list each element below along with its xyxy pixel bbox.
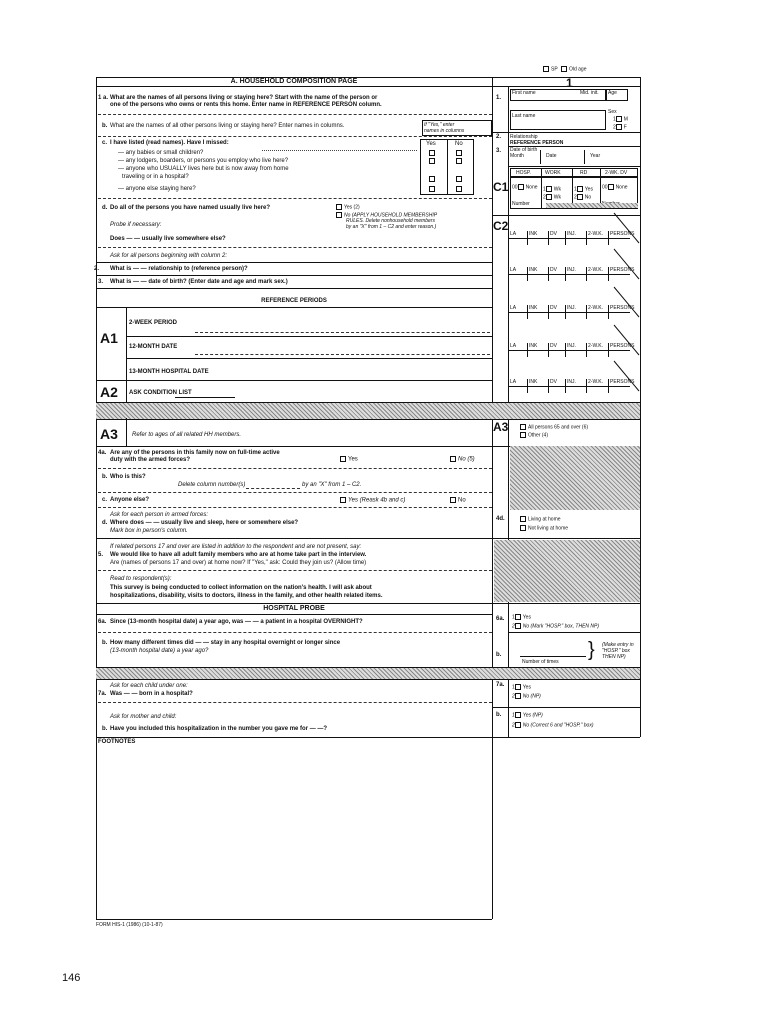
condition-header-cell: LA — [510, 267, 517, 273]
read-label: Read to respondent(s): — [110, 576, 172, 582]
c1-hosp-none[interactable]: 00 None — [512, 184, 538, 191]
condition-header-cell: PERSONS — [610, 267, 635, 273]
q1d-text: Do all of the persons you have named usually live here? — [110, 205, 271, 211]
q1c-yes-1-checkbox[interactable] — [429, 150, 435, 156]
condition-header-cell: PERSONS — [610, 379, 635, 385]
dob-label: Date of birth — [510, 147, 538, 153]
q4d-opt2-checkbox[interactable] — [520, 525, 526, 531]
a3-opt1[interactable]: All persons 65 and over (6) — [520, 424, 588, 430]
q1c-grid-divider — [447, 139, 448, 195]
condition-header-cell: 2-W.K. — [588, 379, 604, 385]
condition-header-cell: DV — [550, 343, 557, 349]
right-r3-line — [508, 166, 640, 167]
c1-rd-yes[interactable]: 1 Yes — [574, 186, 593, 193]
condition-header-cell: DV — [550, 231, 557, 237]
a1-bottom-line — [96, 380, 492, 381]
c1-rd-no[interactable]: 2 No — [574, 194, 592, 201]
footnote-right-border — [492, 737, 493, 919]
frame-right — [640, 77, 641, 737]
c1-hosp: HOSP. — [516, 170, 531, 176]
condition-header-cell: DV — [550, 267, 557, 273]
q1b-divider — [98, 136, 492, 137]
dob-divider-1 — [540, 150, 541, 164]
a1-13month-hospital: 13-MONTH HOSPITAL DATE — [129, 369, 209, 375]
q7a-yes[interactable]: 1 Yes — [512, 684, 531, 691]
q1d-probe: Probe if necessary: — [110, 222, 162, 228]
q1a-divider — [98, 114, 492, 115]
q4b-number: b. — [102, 474, 108, 480]
c1-col-1 — [541, 168, 542, 209]
q1a-text — [110, 95, 490, 109]
q7b-text: Have you included this hospitalization in the number you gave me for — —? — [110, 726, 328, 732]
c1-hosp-number: Number — [512, 201, 530, 207]
c1-work-1-checkbox[interactable] — [546, 186, 552, 192]
q7b-yes[interactable]: 1 Yes (NP) — [512, 712, 543, 719]
q5-divider — [98, 570, 492, 571]
dob-divider-2 — [584, 150, 585, 164]
q1b-note — [422, 120, 492, 136]
c1-2wk-dv: 2-WK. DV — [605, 170, 628, 176]
condition-header-cell: 2-W.K. — [588, 231, 604, 237]
q7b-no-checkbox[interactable] — [515, 722, 521, 728]
reference-person-label: REFERENCE PERSON — [510, 140, 564, 146]
condition-header-cell: LA — [510, 305, 517, 311]
q5-intro: If related persons 17 and over are listed in addition to the respondent and are not present, say: — [110, 544, 362, 550]
q7a-text: Was — — born in a hospital? — [110, 691, 193, 697]
q7a-divider — [98, 702, 492, 703]
q1c-divider — [98, 198, 492, 199]
q7b-ask: Ask for mother and child: — [110, 714, 177, 720]
q4a-no-checkbox[interactable] — [450, 456, 456, 462]
q7a-number: 7a. — [98, 691, 107, 697]
right-read-line — [492, 603, 640, 604]
mid-init-label: Mid. init. — [580, 90, 599, 96]
first-name-label: First name — [512, 90, 536, 96]
a3-opt2[interactable]: Other (4) — [520, 432, 548, 438]
q4a-no[interactable]: No (5) — [450, 456, 475, 464]
c1-work-2[interactable]: 2 Wk — [543, 194, 562, 201]
a2-text: ASK CONDITION LIST — [129, 390, 192, 396]
sex-f-checkbox[interactable] — [616, 124, 622, 130]
q1c-no-header: No — [455, 141, 463, 147]
sp-checkbox-group[interactable]: SP Old age — [543, 66, 587, 72]
brace-icon: } — [588, 639, 595, 661]
q4d-opt1-checkbox[interactable] — [520, 516, 526, 522]
right-q4d-line — [492, 538, 640, 539]
q1c-no-4-checkbox[interactable] — [456, 186, 462, 192]
c1-shade — [546, 203, 638, 208]
footnotes-area[interactable] — [98, 748, 490, 916]
q4b-column-field[interactable] — [246, 488, 300, 489]
c1-hosp-none-checkbox[interactable] — [518, 184, 524, 190]
q4d-number: d. — [102, 520, 108, 526]
condition-header-cell: PERSONS — [610, 305, 635, 311]
q1a-line1: What are the names of all persons living or staying here? Start with the name of the person or — [110, 95, 378, 101]
a2-divider — [126, 380, 127, 402]
c1-rd: RD — [580, 170, 588, 176]
q3-top-line — [96, 275, 492, 276]
q6a-yes[interactable]: 1 Yes — [512, 614, 531, 621]
condition-header-cell: INJ. — [567, 305, 576, 311]
q4a-yes[interactable]: Yes — [340, 456, 358, 464]
q4d-opt1[interactable]: Living at home — [520, 516, 561, 522]
sex-m-checkbox[interactable] — [616, 116, 622, 122]
q1c-no-3-checkbox[interactable] — [456, 176, 462, 182]
condition-header-cell: LA — [510, 379, 517, 385]
q4a-line2: duty with the armed forces? — [110, 457, 191, 463]
q6a-right-number: 6a. — [496, 616, 505, 622]
condition-header-cell: INJ. — [567, 379, 576, 385]
a3-text: Refer to ages of all related HH members. — [132, 432, 242, 438]
relationship-label: Relationship — [510, 134, 538, 140]
q1b-note-line1: If "Yes," enter — [424, 122, 455, 128]
right-shade-q5 — [494, 540, 640, 602]
slash-line — [614, 213, 639, 243]
q6b-right-number: b. — [496, 652, 502, 658]
page-title: A. HOUSEHOLD COMPOSITION PAGE — [230, 78, 358, 85]
q4b-note: Delete column number(s) — [178, 482, 246, 488]
q1c-yes-2-checkbox[interactable] — [429, 158, 435, 164]
q1c-yes-header: Yes — [426, 141, 436, 147]
q7a-right-number: 7a. — [496, 682, 505, 688]
a3-bottom-line — [96, 446, 492, 447]
sex-m[interactable]: 1 M — [613, 116, 628, 123]
read-line2: hospitalizations, disability, visits to doctors, illness in the family, and other health related items. — [110, 593, 383, 599]
read-bottom-line — [96, 603, 492, 604]
condition-row-slash — [610, 285, 640, 319]
condition-row-slash — [610, 359, 640, 393]
q2-number: 2. — [94, 266, 100, 272]
condition-header-cell: 2-W.K. — [588, 267, 604, 273]
q6a-divider — [98, 632, 492, 633]
number-of-times-label: Number of times — [522, 659, 559, 665]
condition-header-cell: INJ. — [567, 267, 576, 273]
footnotes-label: FOOTNOTES — [98, 739, 136, 745]
q7a-no-checkbox[interactable] — [515, 693, 521, 699]
q1d-no-line3: by an "X" from 1 – C2 and enter reason.) — [346, 224, 437, 231]
q4c-yes-checkbox[interactable] — [340, 497, 346, 503]
q4b-divider — [98, 492, 492, 493]
reference-periods-heading: REFERENCE PERIODS — [261, 298, 327, 304]
q3-bottom-line — [96, 288, 492, 289]
c1-work-1[interactable]: 1 Wk — [543, 186, 562, 193]
sp-checkbox[interactable] — [543, 66, 549, 72]
q1c-item-5: — anyone else staying here? — [118, 186, 196, 192]
q1c-no-2-checkbox[interactable] — [456, 158, 462, 164]
q4b-note2: by an "X" from 1 – C2. — [302, 482, 362, 488]
c1-label: C1 — [493, 180, 509, 194]
q6b-line1: How many different times did — — stay in any hospital overnight or longer since — [110, 640, 341, 646]
q1a-number: 1 a. — [98, 95, 109, 101]
read-line1: This survey is being conducted to collect information on the nation's health. I will ask about — [110, 585, 372, 591]
q1b-text: What are the names of all other persons living or staying here? Enter names in columns. — [110, 123, 345, 129]
c1-rd-no-checkbox[interactable] — [577, 194, 583, 200]
q1d-no-line2: RULES. Delete nonhousehold members — [346, 218, 435, 225]
q1c-item-2: — any lodgers, boarders, or persons you employ who live here? — [118, 158, 289, 164]
q1d-yes-option[interactable]: Yes (2) — [336, 204, 360, 210]
q1b-note-line2: names in columns — [424, 128, 465, 134]
q6a-yes-checkbox[interactable] — [515, 614, 521, 620]
q3-number: 3. — [98, 279, 104, 285]
q4a-text — [110, 450, 340, 464]
q1d-does: Does — — usually live somewhere else? — [110, 236, 226, 242]
q6a-number: 6a. — [98, 619, 107, 625]
q2-text: What is — — relationship to (reference person)? — [110, 266, 248, 272]
q4c-yes[interactable]: Yes (Reask 4b and c) — [340, 497, 405, 505]
number-of-times-field[interactable] — [520, 656, 586, 657]
a1-2week: 2-WEEK PERIOD — [129, 320, 178, 326]
a3-label: A3 — [100, 426, 118, 442]
title-underline — [96, 86, 640, 87]
frame-left — [94, 77, 100, 919]
q1b-number: b. — [102, 123, 108, 129]
q1d-no-option[interactable]: No (APPLY HOUSEHOLD MEMBERSHIP RULES. Delete nonhousehold members by an "X" from 1 – C2 and enter reason.) — [336, 212, 486, 230]
condition-row-slash — [610, 323, 640, 357]
c1-rd-yes-checkbox[interactable] — [577, 186, 583, 192]
q3-text: What is — — date of birth? (Enter date and age and mark sex.) — [110, 279, 288, 285]
r3-number: 3. — [496, 148, 502, 154]
hospital-probe-line — [96, 614, 492, 615]
hospital-probe-heading: HOSPITAL PROBE — [263, 605, 325, 612]
q7a-yes-checkbox[interactable] — [515, 684, 521, 690]
q6a-no-checkbox[interactable] — [515, 623, 521, 629]
condition-header-cell: INJ. — [567, 343, 576, 349]
condition-row[interactable] — [508, 379, 640, 405]
person-column-number: 1 — [566, 76, 573, 90]
q1c-number: c. — [102, 140, 108, 146]
q4c-no-checkbox[interactable] — [450, 497, 456, 503]
q1d-yes-checkbox[interactable] — [336, 204, 342, 210]
condition-header-cell: INK — [529, 343, 538, 349]
q6b-number: b. — [102, 640, 108, 646]
age-label: Age — [608, 90, 617, 96]
q4d-text: Where does — — usually live and sleep, here or somewhere else? — [110, 520, 299, 526]
q2-top-line — [96, 262, 492, 263]
q4a-line1: Are any of the persons in this family now on full-time active — [110, 450, 280, 456]
c2-label: C2 — [493, 219, 509, 233]
a3-opt1-checkbox[interactable] — [520, 424, 526, 430]
slash-line — [614, 249, 639, 279]
condition-header-cell: LA — [510, 343, 517, 349]
q1c-item-4: traveling or in a hospital? — [122, 174, 189, 180]
year-label: Year — [590, 153, 601, 159]
a1-divider — [126, 307, 127, 380]
a1-12month: 12-MONTH DATE — [129, 344, 178, 350]
sex-f[interactable]: 2 F — [613, 124, 627, 131]
last-name-label: Last name — [512, 113, 536, 119]
q7b-number: b. — [102, 726, 108, 732]
ask-column-2: Ask for all persons beginning with column 2: — [110, 253, 228, 259]
a2-label: A2 — [100, 384, 118, 400]
condition-header-cell: INJ. — [567, 231, 576, 237]
condition-header-cell: DV — [550, 379, 557, 385]
shaded-separator-2 — [96, 667, 640, 680]
a3-right-label: A3 — [493, 420, 509, 434]
q6b-note: (Make entry in "HOSP." box THEN NP) — [602, 642, 634, 660]
right-r1-line — [492, 132, 640, 133]
sex-label: Sex — [608, 109, 617, 115]
condition-header-cell: PERSONS — [610, 231, 635, 237]
condition-header-cell: INK — [529, 231, 538, 237]
q1c-item-3: — anyone who USUALLY lives here but is now away from home — [118, 166, 289, 172]
q7b-no[interactable]: 2 No (Correct 6 and "HOSP." box) — [512, 722, 594, 729]
q1c-no-1-checkbox[interactable] — [456, 150, 462, 156]
frame-body-bottom — [96, 737, 640, 738]
q5-line2: Are (names of persons 17 and over) at home now? If "Yes," ask: Could they join us? (Allow time) — [110, 560, 367, 566]
a1-12month-field[interactable] — [195, 354, 490, 355]
q1a-line2: one of the persons who owns or rents this home. Enter name in REFERENCE PERSON column. — [110, 102, 382, 108]
q4c-text: Anyone else? — [110, 497, 150, 503]
condition-header-cell: 2-W.K. — [588, 343, 604, 349]
right-shade-q4 — [510, 446, 640, 510]
r1-number: 1. — [496, 95, 502, 101]
q4a-divider — [98, 468, 492, 469]
form-id: FORM HIS-1 (1986) (10-1-87) — [96, 922, 163, 928]
q1c-text: I have listed (read names). Have I missed: — [110, 140, 229, 146]
q6a-no[interactable]: 2 No (Mark "HOSP." box, THEN NP) — [512, 623, 600, 630]
old-age-checkbox[interactable] — [561, 66, 567, 72]
q1d-divider — [98, 247, 492, 248]
condition-header-cell: INK — [529, 379, 538, 385]
c1-work-2-checkbox[interactable] — [546, 194, 552, 200]
q6a-text: Since (13-month hospital date) a year ago, was — — a patient in a hospital OVERNIGHT? — [110, 619, 363, 625]
q4a-yes-checkbox[interactable] — [340, 456, 346, 462]
c1-work: WORK — [545, 170, 561, 176]
condition-header-cell: INK — [529, 305, 538, 311]
q1c-leader-1 — [262, 150, 417, 151]
condition-row-slash — [610, 211, 640, 245]
q4d-right-number: 4d. — [496, 516, 505, 522]
q1c-yes-3-checkbox[interactable] — [429, 176, 435, 182]
q4b-text: Who is this? — [110, 474, 146, 480]
page-number: 146 — [62, 972, 81, 984]
condition-header-cell: DV — [550, 305, 557, 311]
q4c-divider — [98, 507, 492, 508]
q7b-right-number: b. — [496, 712, 502, 718]
condition-header-cell: LA — [510, 231, 517, 237]
q4d-ask: Ask for each person in armed forces: — [110, 512, 209, 518]
q4d-bottom-line — [96, 538, 492, 539]
right-q7a-line — [492, 707, 640, 708]
q6b-line2: (13-month hospital date) a year ago? — [110, 648, 209, 654]
q1c-yes-4-checkbox[interactable] — [429, 186, 435, 192]
frame-bottom — [96, 919, 492, 920]
condition-header-cell: PERSONS — [610, 343, 635, 349]
c1-dv-none-checkbox[interactable] — [608, 184, 614, 190]
q4c-number: c. — [102, 497, 108, 503]
condition-header-cell: 2-W.K. — [588, 305, 604, 311]
a2-underline — [175, 397, 235, 398]
q1d-no-checkbox[interactable] — [336, 212, 342, 218]
slash-line — [614, 361, 639, 391]
slash-line — [614, 325, 639, 355]
q4c-no[interactable]: No — [450, 497, 466, 505]
condition-row-slash — [610, 247, 640, 281]
ref-periods-line — [96, 307, 492, 308]
date-label: Date — [546, 153, 557, 159]
a1-row-line-1 — [126, 336, 492, 337]
a1-label: A1 — [100, 330, 118, 346]
q7b-yes-checkbox[interactable] — [515, 712, 521, 718]
c1-dv-none[interactable]: 00 None — [602, 184, 628, 191]
a3-opt2-checkbox[interactable] — [520, 432, 526, 438]
q4d-mark: Mark box in person's column. — [110, 528, 188, 534]
q1d-number: d. — [102, 205, 108, 211]
q1c-item-1: — any babies or small children? — [118, 150, 204, 156]
q5-number: 5. — [98, 552, 104, 558]
slash-line — [614, 287, 639, 317]
month-label: Month — [510, 153, 524, 159]
q4d-opt2[interactable]: Not living at home — [520, 525, 568, 531]
q7a-ask: Ask for each child under one: — [110, 683, 188, 689]
r2-number: 2. — [496, 134, 502, 140]
condition-header-cell: INK — [529, 267, 538, 273]
right-q6a-line — [508, 632, 640, 633]
q7a-no[interactable]: 2 No (NP) — [512, 693, 541, 700]
q5-line1: We would like to have all adult family members who are at home take part in the interview. — [110, 552, 367, 558]
q4a-number: 4a. — [98, 450, 107, 456]
a1-2week-field[interactable] — [195, 332, 490, 333]
a1-row-line-2 — [126, 358, 492, 359]
a3-divider — [126, 418, 127, 446]
